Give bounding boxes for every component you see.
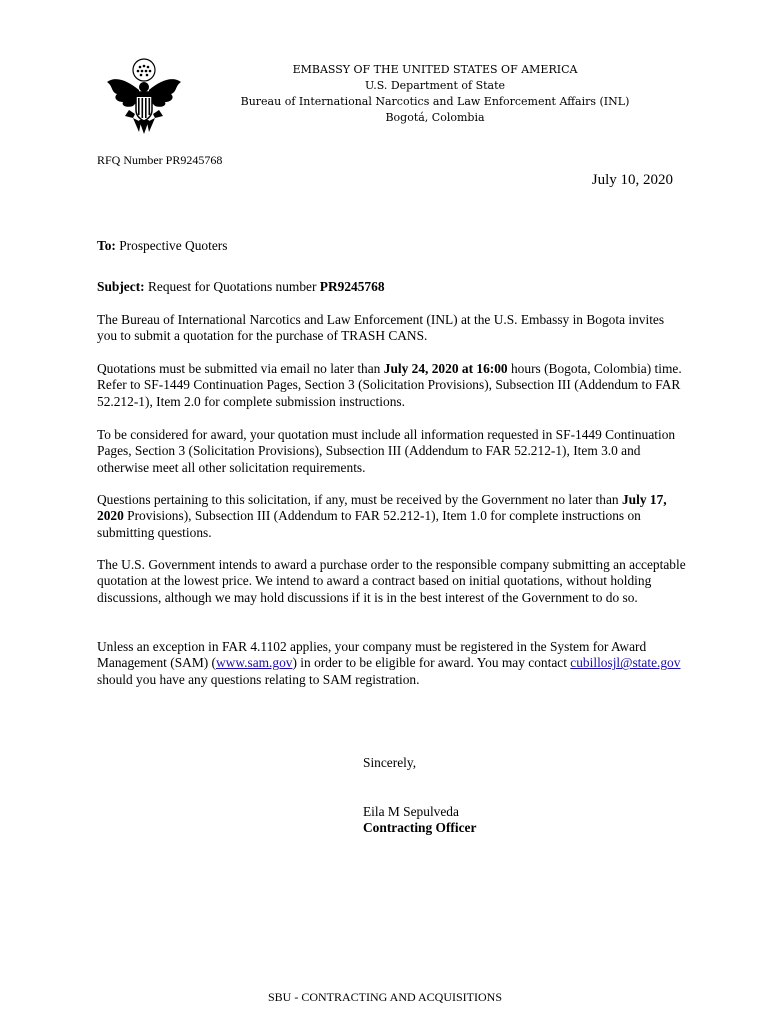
contact-email-link[interactable]: cubillosjl@state.gov [570,655,681,671]
header-department-line: U.S. Department of State [364,79,506,92]
paragraph-questions-text-a: Questions pertaining to this solicitation, if any, must be received by the Government no later than [97,492,619,507]
subject-number: PR9245768 [319,279,385,294]
to-label: To: [97,238,116,253]
paragraph-questions-text-b: Provisions), Subsection III (Addendum to FAR 52.212-1), Item 1.0 for complete instructions on submitting questions. [97,508,641,540]
header-bureau-line: Bureau of International Narcotics and Law Enforcement Affairs (INL) [240,95,630,108]
subject-text: Request for Quotations number [147,279,317,294]
subject-label: Subject: [97,279,145,294]
paragraph-sam-text-b: ) in order to be eligible for award. You may contact [292,655,567,671]
paragraph-sam-text-a: Unless an exception in FAR 4.1102 applies, your company must be registered in the System for Award Management (SAM) ( [97,639,647,671]
paragraph-deadline [97,361,687,410]
paragraph-award-basis: The U.S. Government intends to award a purchase order to the responsible company submitting an acceptable quotation at the lowest price. We intend to award a contract based on initial quotations, without holding discussions, although we may hold discussions if it is in the best interest of the Government to do so. [97,557,686,605]
closing: Sincerely, [363,755,417,770]
paragraph-sam-registration [97,639,687,688]
eagle-seal-icon [103,56,185,140]
paragraph-deadline-date: July 24, 2020 at 16:00 [383,361,508,376]
letter-date: July 10, 2020 [591,172,673,188]
paragraph-questions [97,492,687,541]
header-location-line: Bogotá, Colombia [385,111,485,124]
paragraph-intro: The Bureau of International Narcotics and Law Enforcement (INL) at the U.S. Embassy in Bogota invites you to submit a quotation for the purchase of TRASH CANS. [97,312,665,344]
paragraph-questions-date: July 17, 2020 [97,492,667,524]
paragraph-award-requirements: To be considered for award, your quotation must include all information requested in SF-1449 Continuation Pages, Section 3 (Solicitation Provisions), Subsection III (Addendum to FAR 52.212-1), Item 3.0 and otherwise meet all other solicitation requirements. [97,427,676,475]
paragraph-deadline-text-b: hours (Bogota, Colombia) time. Refer to SF-1449 Continuation Pages, Section 3 (Solicitation Provisions), Subsection III (Addendum to FAR 52.212-1), Item 2.0 for complete submission instructions. [97,361,682,409]
signer-title: Contracting Officer [363,820,477,835]
subject-line [97,279,687,295]
paragraph-sam-text-c: should you have any questions relating to SAM registration. [97,671,420,687]
rfq-number: RFQ Number PR9245768 [97,153,223,167]
header-embassy-line: EMBASSY OF THE UNITED STATES OF AMERICA [292,63,578,76]
sam-gov-link[interactable]: www.sam.gov [216,655,293,671]
paragraph-deadline-text-a: Quotations must be submitted via email no later than [97,361,381,376]
letterhead [200,62,670,126]
signer-name: Eila M Sepulveda [363,804,459,819]
to-line [97,238,687,254]
to-value: Prospective Quoters [119,238,228,253]
seal-emblem [103,56,185,140]
footer-classification: SBU - CONTRACTING AND ACQUISITIONS [267,990,502,1004]
